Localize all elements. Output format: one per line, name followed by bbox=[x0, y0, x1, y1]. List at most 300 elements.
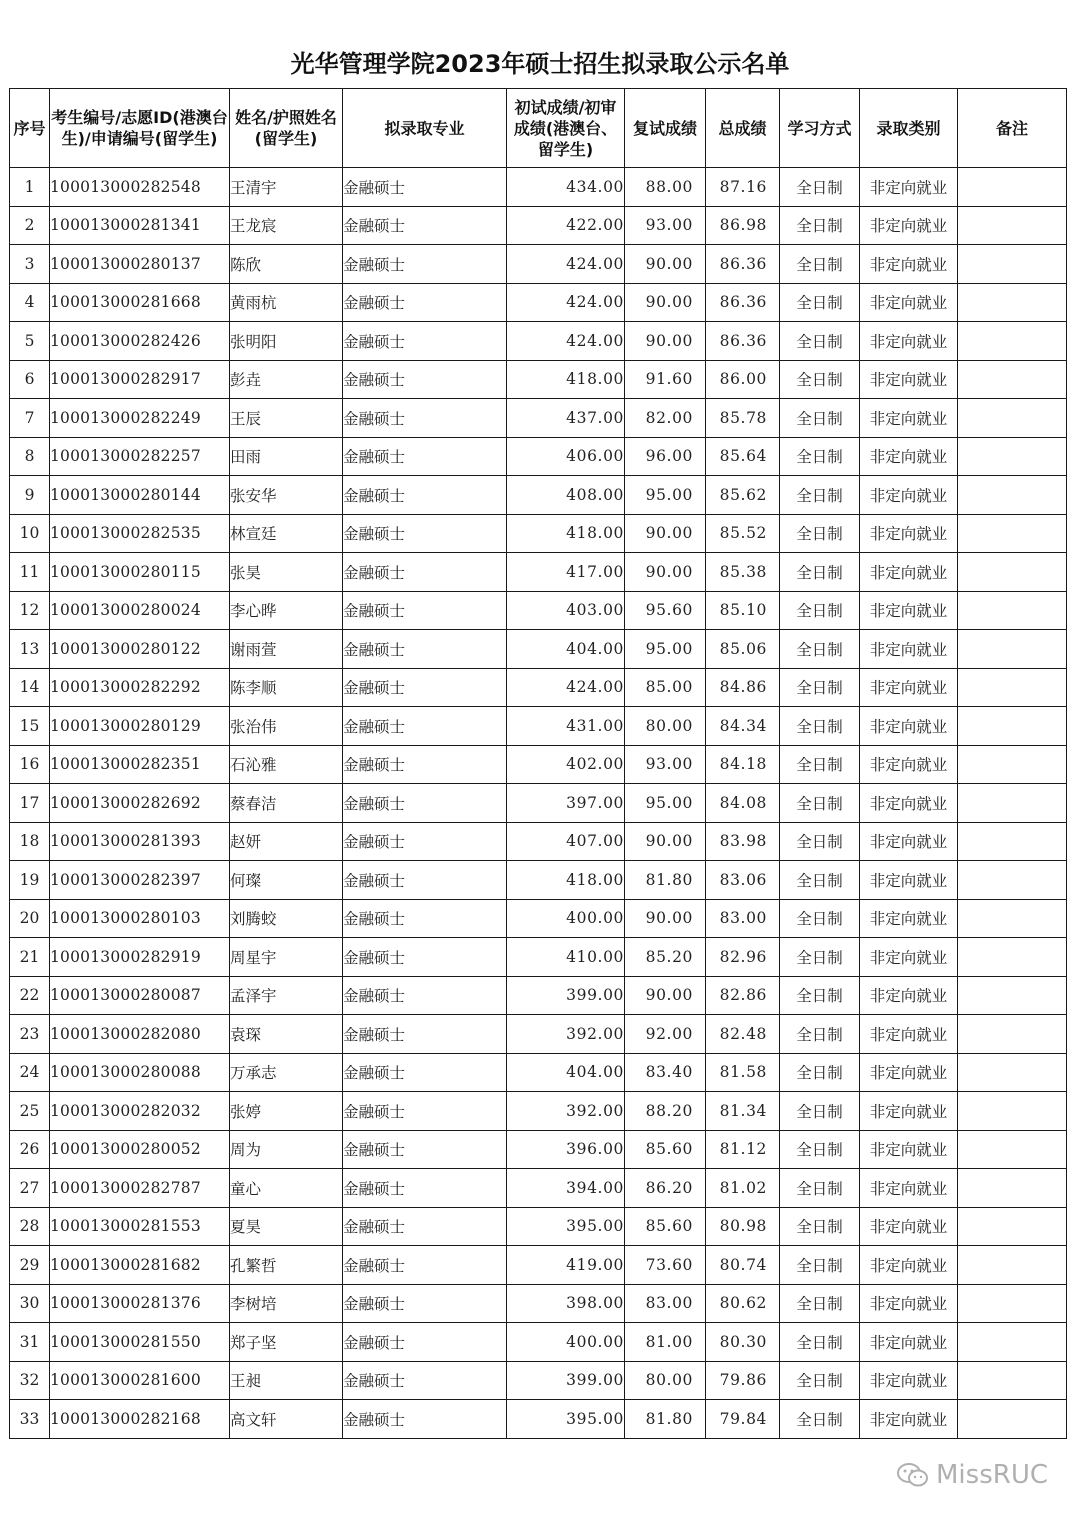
cell-retest-score: 85.00 bbox=[625, 668, 706, 707]
cell-major: 金融硕士 bbox=[343, 976, 507, 1015]
cell-admission-category: 非定向就业 bbox=[860, 1284, 958, 1323]
cell-name: 张安华 bbox=[230, 476, 343, 515]
cell-note bbox=[958, 1130, 1067, 1169]
cell-prelim-score: 431.00 bbox=[507, 707, 625, 746]
cell-note bbox=[958, 1015, 1067, 1054]
cell-note bbox=[958, 822, 1067, 861]
cell-name: 夏昊 bbox=[230, 1207, 343, 1246]
cell-study-mode: 全日制 bbox=[780, 668, 860, 707]
cell-total-score: 85.78 bbox=[706, 399, 780, 438]
cell-note bbox=[958, 399, 1067, 438]
cell-name: 石沁雅 bbox=[230, 745, 343, 784]
cell-admission-category: 非定向就业 bbox=[860, 437, 958, 476]
cell-total-score: 87.16 bbox=[706, 168, 780, 207]
table-row bbox=[10, 861, 1067, 900]
cell-prelim-score: 398.00 bbox=[507, 1284, 625, 1323]
cell-admission-category: 非定向就业 bbox=[860, 322, 958, 361]
cell-candidate-id: 100013000280087 bbox=[50, 976, 230, 1015]
cell-study-mode: 全日制 bbox=[780, 938, 860, 977]
cell-admission-category: 非定向就业 bbox=[860, 1015, 958, 1054]
cell-major: 金融硕士 bbox=[343, 168, 507, 207]
cell-major: 金融硕士 bbox=[343, 437, 507, 476]
cell-study-mode: 全日制 bbox=[780, 245, 860, 284]
cell-prelim-score: 403.00 bbox=[507, 591, 625, 630]
cell-major: 金融硕士 bbox=[343, 1361, 507, 1400]
cell-prelim-score: 424.00 bbox=[507, 283, 625, 322]
table-row bbox=[10, 938, 1067, 977]
cell-study-mode: 全日制 bbox=[780, 476, 860, 515]
cell-candidate-id: 100013000282249 bbox=[50, 399, 230, 438]
cell-seq: 4 bbox=[10, 283, 50, 322]
cell-seq: 26 bbox=[10, 1130, 50, 1169]
cell-major: 金融硕士 bbox=[343, 1246, 507, 1285]
cell-admission-category: 非定向就业 bbox=[860, 668, 958, 707]
cell-total-score: 79.84 bbox=[706, 1400, 780, 1439]
cell-study-mode: 全日制 bbox=[780, 1246, 860, 1285]
table-row bbox=[10, 553, 1067, 592]
cell-seq: 20 bbox=[10, 899, 50, 938]
table-row bbox=[10, 514, 1067, 553]
cell-name: 张昊 bbox=[230, 553, 343, 592]
cell-note bbox=[958, 476, 1067, 515]
cell-retest-score: 86.20 bbox=[625, 1169, 706, 1208]
table-header-row bbox=[10, 89, 1067, 168]
cell-study-mode: 全日制 bbox=[780, 322, 860, 361]
cell-seq: 18 bbox=[10, 822, 50, 861]
cell-total-score: 85.38 bbox=[706, 553, 780, 592]
cell-major: 金融硕士 bbox=[343, 206, 507, 245]
header-study-mode: 学习方式 bbox=[780, 89, 860, 168]
page-title: 光华管理学院2023年硕士招生拟录取公示名单 bbox=[290, 50, 790, 78]
cell-prelim-score: 406.00 bbox=[507, 437, 625, 476]
cell-major: 金融硕士 bbox=[343, 1053, 507, 1092]
cell-note bbox=[958, 938, 1067, 977]
table-row bbox=[10, 168, 1067, 207]
cell-prelim-score: 424.00 bbox=[507, 245, 625, 284]
cell-retest-score: 93.00 bbox=[625, 745, 706, 784]
cell-name: 孟泽宇 bbox=[230, 976, 343, 1015]
cell-study-mode: 全日制 bbox=[780, 1130, 860, 1169]
cell-seq: 10 bbox=[10, 514, 50, 553]
cell-name: 蔡春洁 bbox=[230, 784, 343, 823]
cell-candidate-id: 100013000282168 bbox=[50, 1400, 230, 1439]
cell-candidate-id: 100013000280115 bbox=[50, 553, 230, 592]
cell-major: 金融硕士 bbox=[343, 1169, 507, 1208]
watermark-text: MissRUC bbox=[936, 1460, 1048, 1490]
cell-name: 赵妍 bbox=[230, 822, 343, 861]
cell-admission-category: 非定向就业 bbox=[860, 784, 958, 823]
cell-study-mode: 全日制 bbox=[780, 399, 860, 438]
cell-candidate-id: 100013000280144 bbox=[50, 476, 230, 515]
table-row bbox=[10, 1053, 1067, 1092]
cell-major: 金融硕士 bbox=[343, 322, 507, 361]
cell-candidate-id: 100013000281553 bbox=[50, 1207, 230, 1246]
table-row bbox=[10, 1015, 1067, 1054]
table-row bbox=[10, 976, 1067, 1015]
cell-total-score: 82.48 bbox=[706, 1015, 780, 1054]
cell-total-score: 82.96 bbox=[706, 938, 780, 977]
table-row bbox=[10, 745, 1067, 784]
cell-name: 高文轩 bbox=[230, 1400, 343, 1439]
cell-name: 张明阳 bbox=[230, 322, 343, 361]
cell-admission-category: 非定向就业 bbox=[860, 591, 958, 630]
cell-major: 金融硕士 bbox=[343, 1400, 507, 1439]
cell-admission-category: 非定向就业 bbox=[860, 1361, 958, 1400]
cell-name: 王龙宸 bbox=[230, 206, 343, 245]
cell-total-score: 79.86 bbox=[706, 1361, 780, 1400]
cell-seq: 17 bbox=[10, 784, 50, 823]
cell-retest-score: 73.60 bbox=[625, 1246, 706, 1285]
cell-candidate-id: 100013000282535 bbox=[50, 514, 230, 553]
cell-admission-category: 非定向就业 bbox=[860, 745, 958, 784]
cell-study-mode: 全日制 bbox=[780, 206, 860, 245]
cell-retest-score: 83.40 bbox=[625, 1053, 706, 1092]
cell-name: 王辰 bbox=[230, 399, 343, 438]
cell-major: 金融硕士 bbox=[343, 938, 507, 977]
cell-total-score: 84.34 bbox=[706, 707, 780, 746]
cell-admission-category: 非定向就业 bbox=[860, 1323, 958, 1362]
cell-prelim-score: 395.00 bbox=[507, 1207, 625, 1246]
cell-name: 袁琛 bbox=[230, 1015, 343, 1054]
cell-name: 刘腾蛟 bbox=[230, 899, 343, 938]
cell-admission-category: 非定向就业 bbox=[860, 822, 958, 861]
table-row bbox=[10, 1130, 1067, 1169]
table-row bbox=[10, 1246, 1067, 1285]
cell-note bbox=[958, 630, 1067, 669]
header-id: 考生编号/志愿ID(港澳台生)/申请编号(留学生) bbox=[50, 89, 230, 168]
table-row bbox=[10, 668, 1067, 707]
cell-study-mode: 全日制 bbox=[780, 514, 860, 553]
cell-retest-score: 90.00 bbox=[625, 514, 706, 553]
cell-major: 金融硕士 bbox=[343, 476, 507, 515]
cell-retest-score: 90.00 bbox=[625, 322, 706, 361]
wechat-icon bbox=[896, 1462, 930, 1488]
cell-name: 童心 bbox=[230, 1169, 343, 1208]
cell-retest-score: 90.00 bbox=[625, 822, 706, 861]
cell-note bbox=[958, 591, 1067, 630]
table-row bbox=[10, 476, 1067, 515]
cell-prelim-score: 418.00 bbox=[507, 514, 625, 553]
cell-candidate-id: 100013000280129 bbox=[50, 707, 230, 746]
cell-note bbox=[958, 437, 1067, 476]
cell-total-score: 83.00 bbox=[706, 899, 780, 938]
cell-total-score: 83.06 bbox=[706, 861, 780, 900]
table-row bbox=[10, 707, 1067, 746]
cell-note bbox=[958, 206, 1067, 245]
cell-name: 陈李顺 bbox=[230, 668, 343, 707]
table-row bbox=[10, 591, 1067, 630]
cell-retest-score: 81.00 bbox=[625, 1323, 706, 1362]
cell-note bbox=[958, 668, 1067, 707]
cell-admission-category: 非定向就业 bbox=[860, 707, 958, 746]
cell-study-mode: 全日制 bbox=[780, 1092, 860, 1131]
cell-prelim-score: 395.00 bbox=[507, 1400, 625, 1439]
cell-prelim-score: 418.00 bbox=[507, 360, 625, 399]
cell-candidate-id: 100013000280103 bbox=[50, 899, 230, 938]
cell-note bbox=[958, 322, 1067, 361]
cell-study-mode: 全日制 bbox=[780, 437, 860, 476]
cell-name: 何璨 bbox=[230, 861, 343, 900]
cell-total-score: 80.30 bbox=[706, 1323, 780, 1362]
cell-prelim-score: 400.00 bbox=[507, 899, 625, 938]
cell-total-score: 85.52 bbox=[706, 514, 780, 553]
header-retest-score: 复试成绩 bbox=[625, 89, 706, 168]
cell-prelim-score: 407.00 bbox=[507, 822, 625, 861]
header-seq: 序号 bbox=[10, 89, 50, 168]
cell-admission-category: 非定向就业 bbox=[860, 938, 958, 977]
cell-note bbox=[958, 1092, 1067, 1131]
cell-total-score: 80.74 bbox=[706, 1246, 780, 1285]
cell-study-mode: 全日制 bbox=[780, 707, 860, 746]
cell-retest-score: 96.00 bbox=[625, 437, 706, 476]
table-row bbox=[10, 1092, 1067, 1131]
cell-total-score: 80.98 bbox=[706, 1207, 780, 1246]
admission-table bbox=[9, 88, 1067, 1439]
cell-note bbox=[958, 707, 1067, 746]
cell-seq: 27 bbox=[10, 1169, 50, 1208]
cell-seq: 14 bbox=[10, 668, 50, 707]
cell-retest-score: 90.00 bbox=[625, 283, 706, 322]
cell-seq: 22 bbox=[10, 976, 50, 1015]
cell-admission-category: 非定向就业 bbox=[860, 1053, 958, 1092]
cell-note bbox=[958, 168, 1067, 207]
cell-retest-score: 95.00 bbox=[625, 784, 706, 823]
cell-prelim-score: 400.00 bbox=[507, 1323, 625, 1362]
cell-seq: 11 bbox=[10, 553, 50, 592]
cell-note bbox=[958, 283, 1067, 322]
cell-candidate-id: 100013000280024 bbox=[50, 591, 230, 630]
cell-total-score: 81.12 bbox=[706, 1130, 780, 1169]
cell-admission-category: 非定向就业 bbox=[860, 1207, 958, 1246]
cell-admission-category: 非定向就业 bbox=[860, 1400, 958, 1439]
cell-study-mode: 全日制 bbox=[780, 976, 860, 1015]
cell-candidate-id: 100013000281393 bbox=[50, 822, 230, 861]
cell-prelim-score: 437.00 bbox=[507, 399, 625, 438]
cell-admission-category: 非定向就业 bbox=[860, 206, 958, 245]
cell-study-mode: 全日制 bbox=[780, 899, 860, 938]
cell-note bbox=[958, 514, 1067, 553]
cell-name: 陈欣 bbox=[230, 245, 343, 284]
cell-candidate-id: 100013000280137 bbox=[50, 245, 230, 284]
cell-major: 金融硕士 bbox=[343, 861, 507, 900]
cell-major: 金融硕士 bbox=[343, 1207, 507, 1246]
cell-major: 金融硕士 bbox=[343, 1284, 507, 1323]
cell-admission-category: 非定向就业 bbox=[860, 245, 958, 284]
table-row bbox=[10, 1284, 1067, 1323]
cell-candidate-id: 100013000280052 bbox=[50, 1130, 230, 1169]
cell-study-mode: 全日制 bbox=[780, 1361, 860, 1400]
cell-candidate-id: 100013000282426 bbox=[50, 322, 230, 361]
cell-study-mode: 全日制 bbox=[780, 861, 860, 900]
cell-candidate-id: 100013000281376 bbox=[50, 1284, 230, 1323]
cell-candidate-id: 100013000280122 bbox=[50, 630, 230, 669]
cell-name: 谢雨萱 bbox=[230, 630, 343, 669]
header-major: 拟录取专业 bbox=[343, 89, 507, 168]
cell-admission-category: 非定向就业 bbox=[860, 283, 958, 322]
cell-prelim-score: 399.00 bbox=[507, 1361, 625, 1400]
header-name: 姓名/护照姓名(留学生) bbox=[230, 89, 343, 168]
table-row bbox=[10, 630, 1067, 669]
cell-retest-score: 85.20 bbox=[625, 938, 706, 977]
cell-study-mode: 全日制 bbox=[780, 822, 860, 861]
cell-prelim-score: 392.00 bbox=[507, 1015, 625, 1054]
cell-study-mode: 全日制 bbox=[780, 283, 860, 322]
cell-candidate-id: 100013000282397 bbox=[50, 861, 230, 900]
cell-prelim-score: 410.00 bbox=[507, 938, 625, 977]
cell-retest-score: 92.00 bbox=[625, 1015, 706, 1054]
cell-study-mode: 全日制 bbox=[780, 1323, 860, 1362]
cell-retest-score: 82.00 bbox=[625, 399, 706, 438]
cell-prelim-score: 402.00 bbox=[507, 745, 625, 784]
cell-candidate-id: 100013000282351 bbox=[50, 745, 230, 784]
cell-note bbox=[958, 745, 1067, 784]
cell-total-score: 81.58 bbox=[706, 1053, 780, 1092]
cell-prelim-score: 419.00 bbox=[507, 1246, 625, 1285]
cell-prelim-score: 404.00 bbox=[507, 1053, 625, 1092]
cell-total-score: 86.98 bbox=[706, 206, 780, 245]
cell-major: 金融硕士 bbox=[343, 591, 507, 630]
cell-name: 张婷 bbox=[230, 1092, 343, 1131]
cell-major: 金融硕士 bbox=[343, 1092, 507, 1131]
cell-study-mode: 全日制 bbox=[780, 553, 860, 592]
cell-study-mode: 全日制 bbox=[780, 784, 860, 823]
cell-total-score: 84.08 bbox=[706, 784, 780, 823]
cell-total-score: 85.06 bbox=[706, 630, 780, 669]
cell-candidate-id: 100013000282919 bbox=[50, 938, 230, 977]
cell-major: 金融硕士 bbox=[343, 1323, 507, 1362]
cell-note bbox=[958, 976, 1067, 1015]
cell-candidate-id: 100013000282292 bbox=[50, 668, 230, 707]
cell-prelim-score: 396.00 bbox=[507, 1130, 625, 1169]
cell-major: 金融硕士 bbox=[343, 399, 507, 438]
cell-retest-score: 81.80 bbox=[625, 861, 706, 900]
cell-total-score: 86.00 bbox=[706, 360, 780, 399]
cell-candidate-id: 100013000280088 bbox=[50, 1053, 230, 1092]
cell-seq: 7 bbox=[10, 399, 50, 438]
cell-study-mode: 全日制 bbox=[780, 1015, 860, 1054]
cell-note bbox=[958, 1284, 1067, 1323]
cell-seq: 16 bbox=[10, 745, 50, 784]
cell-name: 郑子坚 bbox=[230, 1323, 343, 1362]
cell-study-mode: 全日制 bbox=[780, 1400, 860, 1439]
cell-total-score: 85.62 bbox=[706, 476, 780, 515]
cell-retest-score: 85.60 bbox=[625, 1130, 706, 1169]
table-row bbox=[10, 206, 1067, 245]
cell-admission-category: 非定向就业 bbox=[860, 168, 958, 207]
cell-seq: 5 bbox=[10, 322, 50, 361]
cell-major: 金融硕士 bbox=[343, 784, 507, 823]
cell-seq: 8 bbox=[10, 437, 50, 476]
cell-name: 周星宇 bbox=[230, 938, 343, 977]
cell-seq: 21 bbox=[10, 938, 50, 977]
table-row bbox=[10, 1400, 1067, 1439]
cell-admission-category: 非定向就业 bbox=[860, 976, 958, 1015]
cell-seq: 3 bbox=[10, 245, 50, 284]
cell-major: 金融硕士 bbox=[343, 1015, 507, 1054]
cell-study-mode: 全日制 bbox=[780, 745, 860, 784]
cell-retest-score: 81.80 bbox=[625, 1400, 706, 1439]
table-row bbox=[10, 245, 1067, 284]
table-row bbox=[10, 1169, 1067, 1208]
cell-name: 黄雨杭 bbox=[230, 283, 343, 322]
cell-admission-category: 非定向就业 bbox=[860, 1246, 958, 1285]
cell-candidate-id: 100013000281682 bbox=[50, 1246, 230, 1285]
cell-prelim-score: 408.00 bbox=[507, 476, 625, 515]
cell-name: 万承志 bbox=[230, 1053, 343, 1092]
cell-retest-score: 90.00 bbox=[625, 976, 706, 1015]
cell-retest-score: 88.20 bbox=[625, 1092, 706, 1131]
cell-total-score: 86.36 bbox=[706, 245, 780, 284]
cell-note bbox=[958, 1323, 1067, 1362]
cell-note bbox=[958, 1053, 1067, 1092]
cell-prelim-score: 434.00 bbox=[507, 168, 625, 207]
cell-major: 金融硕士 bbox=[343, 360, 507, 399]
cell-total-score: 85.10 bbox=[706, 591, 780, 630]
cell-major: 金融硕士 bbox=[343, 630, 507, 669]
cell-name: 田雨 bbox=[230, 437, 343, 476]
cell-seq: 31 bbox=[10, 1323, 50, 1362]
cell-seq: 25 bbox=[10, 1092, 50, 1131]
cell-major: 金融硕士 bbox=[343, 1130, 507, 1169]
cell-major: 金融硕士 bbox=[343, 283, 507, 322]
cell-seq: 28 bbox=[10, 1207, 50, 1246]
cell-retest-score: 90.00 bbox=[625, 553, 706, 592]
table-row bbox=[10, 899, 1067, 938]
cell-major: 金融硕士 bbox=[343, 514, 507, 553]
cell-total-score: 80.62 bbox=[706, 1284, 780, 1323]
cell-retest-score: 93.00 bbox=[625, 206, 706, 245]
cell-admission-category: 非定向就业 bbox=[860, 553, 958, 592]
table-row bbox=[10, 322, 1067, 361]
cell-candidate-id: 100013000282548 bbox=[50, 168, 230, 207]
cell-name: 王昶 bbox=[230, 1361, 343, 1400]
cell-prelim-score: 424.00 bbox=[507, 668, 625, 707]
cell-name: 李心晔 bbox=[230, 591, 343, 630]
cell-prelim-score: 404.00 bbox=[507, 630, 625, 669]
cell-note bbox=[958, 553, 1067, 592]
cell-seq: 6 bbox=[10, 360, 50, 399]
cell-admission-category: 非定向就业 bbox=[860, 861, 958, 900]
cell-retest-score: 91.60 bbox=[625, 360, 706, 399]
cell-major: 金融硕士 bbox=[343, 745, 507, 784]
cell-major: 金融硕士 bbox=[343, 822, 507, 861]
cell-note bbox=[958, 1400, 1067, 1439]
cell-seq: 32 bbox=[10, 1361, 50, 1400]
cell-retest-score: 85.60 bbox=[625, 1207, 706, 1246]
cell-retest-score: 90.00 bbox=[625, 899, 706, 938]
cell-major: 金融硕士 bbox=[343, 707, 507, 746]
cell-candidate-id: 100013000282032 bbox=[50, 1092, 230, 1131]
cell-prelim-score: 392.00 bbox=[507, 1092, 625, 1131]
cell-name: 王清宇 bbox=[230, 168, 343, 207]
cell-candidate-id: 100013000282080 bbox=[50, 1015, 230, 1054]
cell-candidate-id: 100013000282787 bbox=[50, 1169, 230, 1208]
cell-admission-category: 非定向就业 bbox=[860, 630, 958, 669]
cell-candidate-id: 100013000281550 bbox=[50, 1323, 230, 1362]
header-prelim-score: 初试成绩/初审成绩(港澳台、留学生) bbox=[507, 89, 625, 168]
cell-seq: 2 bbox=[10, 206, 50, 245]
cell-prelim-score: 422.00 bbox=[507, 206, 625, 245]
cell-prelim-score: 397.00 bbox=[507, 784, 625, 823]
cell-study-mode: 全日制 bbox=[780, 360, 860, 399]
cell-admission-category: 非定向就业 bbox=[860, 1169, 958, 1208]
cell-total-score: 83.98 bbox=[706, 822, 780, 861]
cell-seq: 13 bbox=[10, 630, 50, 669]
cell-prelim-score: 417.00 bbox=[507, 553, 625, 592]
cell-total-score: 81.02 bbox=[706, 1169, 780, 1208]
cell-total-score: 82.86 bbox=[706, 976, 780, 1015]
cell-note bbox=[958, 1207, 1067, 1246]
